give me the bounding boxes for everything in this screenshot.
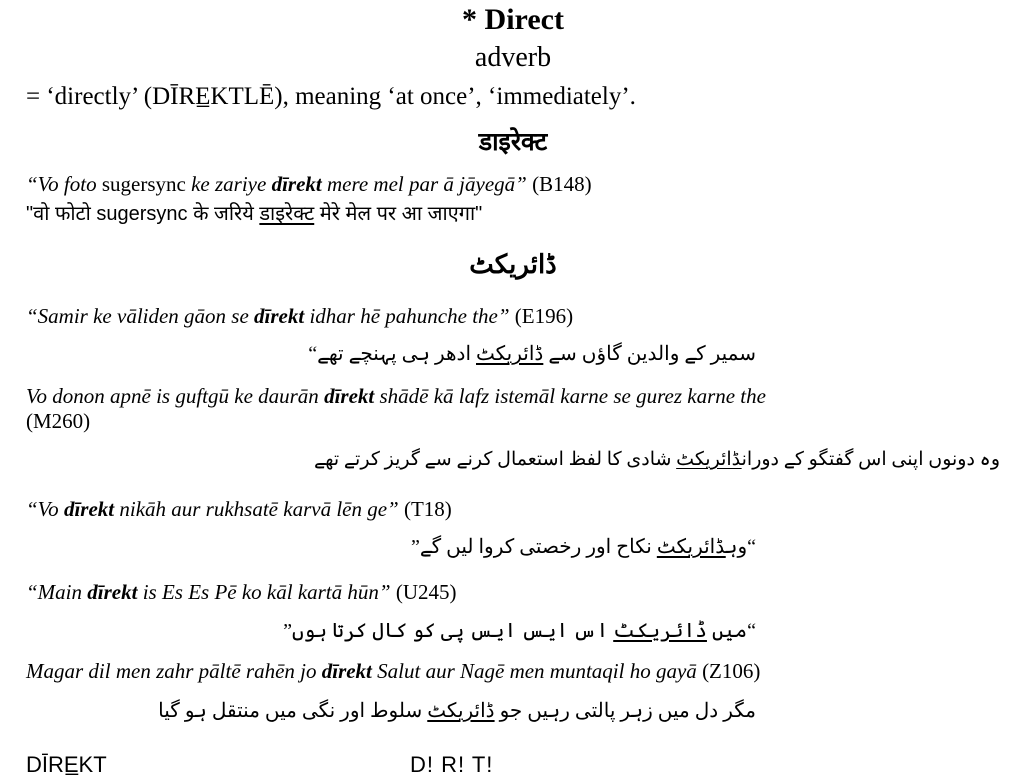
example-4-urdu-post: نکاح اور رخصتی کروا لیں گے” bbox=[411, 536, 657, 558]
example-3-pre: Vo donon apnē is guftgū ke daurān bbox=[26, 384, 325, 408]
example-6-urdu bbox=[26, 698, 756, 723]
example-4-urdu-keyword: ڈائریکٹ bbox=[656, 536, 726, 558]
example-3-urdu-pre: وہ دونوں اپنی اس گفتگو کے دوران bbox=[741, 449, 1000, 470]
example-4-urdu-pre: “وہ bbox=[725, 536, 756, 558]
transliteration-code: DĪRE̲KT bbox=[26, 752, 107, 777]
consonant-pattern: D! R! T! bbox=[410, 752, 494, 777]
example-1-hindi-keyword: डाइरेक्ट bbox=[259, 203, 315, 225]
example-6-urdu-keyword: ڈائریکٹ bbox=[427, 700, 495, 722]
example-4-urdu bbox=[26, 534, 756, 559]
example-5-urdu-keyword: ڈائریکٹ bbox=[613, 620, 707, 642]
example-6-keyword: dīrekt bbox=[321, 659, 372, 683]
example-2-romanized bbox=[26, 304, 1000, 329]
example-6-urdu-pre: مگر دل میں زہر پالتی رہیں جو bbox=[494, 700, 756, 722]
example-5-urdu-post: اس ایس ایس پی کو کال کرتا ہوں” bbox=[283, 620, 614, 642]
example-3-urdu bbox=[26, 448, 1000, 471]
example-1-mid: sugersync bbox=[96, 172, 192, 196]
example-2-urdu-pre: سمیر کے والدین گاؤں سے bbox=[543, 343, 756, 365]
example-6-ref: (Z106) bbox=[696, 659, 761, 683]
example-1-keyword: dīrekt bbox=[271, 172, 322, 196]
definition: = ‘directly’ (DĪRE̲KTLĒ), meaning ‘at once’, ‘immediately’. bbox=[26, 83, 636, 110]
example-6-rest: Salut aur Nagē men muntaqil ho gayā bbox=[371, 659, 697, 683]
example-2-pre: “Samir ke vāliden gāon se bbox=[26, 304, 255, 328]
example-1-post: ke zariye bbox=[191, 172, 272, 196]
example-5-rest: is Es Es Pē ko kāl kartā hūn” bbox=[137, 580, 391, 604]
example-5-pre: “Main bbox=[26, 580, 88, 604]
example-5-keyword: dīrekt bbox=[87, 580, 138, 604]
example-3-rest: shādē kā lafz istemāl karne se gurez karne the bbox=[374, 384, 766, 408]
example-3-urdu-keyword: ڈائریکٹ bbox=[676, 449, 742, 470]
example-1-hindi bbox=[26, 199, 1000, 226]
headword: * Direct bbox=[462, 3, 564, 36]
example-3-romanized bbox=[26, 384, 1000, 409]
example-2-keyword: dīrekt bbox=[254, 304, 305, 328]
example-6-pre: Magar dil men zahr pāltē rahēn jo bbox=[26, 659, 322, 683]
example-6-urdu-post: سلوط اور نگی میں منتقل ہو گیا bbox=[158, 700, 428, 722]
example-2-ref: (E196) bbox=[509, 304, 574, 328]
example-5-urdu-pre: “میں bbox=[706, 620, 756, 642]
example-1-hindi-pre: "वो फोटो sugersync के जरिये bbox=[26, 203, 260, 225]
example-4-rest: nikāh aur rukhsatē karvā lēn ge” bbox=[114, 497, 399, 521]
example-6-romanized bbox=[26, 659, 1000, 684]
example-5-romanized bbox=[26, 580, 1000, 605]
example-4-pre: “Vo bbox=[26, 497, 64, 521]
example-1-pre: “Vo foto bbox=[26, 172, 97, 196]
example-4-keyword: dīrekt bbox=[63, 497, 115, 521]
example-1-ref: (B148) bbox=[526, 172, 592, 196]
example-3-ref: (M260) bbox=[26, 409, 91, 433]
hindi-headword: डाइरेक्ट bbox=[478, 128, 548, 156]
example-5-urdu bbox=[26, 618, 756, 643]
example-1-romanized bbox=[26, 172, 1000, 197]
example-3-urdu-post: شادی کا لفظ استعمال کرنے سے گریز کرتے تھے bbox=[313, 449, 677, 470]
example-1-rest: mere mel par ā jāyegā” bbox=[321, 172, 527, 196]
example-2-rest: idhar hē pahunche the” bbox=[304, 304, 510, 328]
example-1-hindi-post: मेरे मेल पर आ जाएगा" bbox=[314, 203, 483, 225]
example-3-keyword: dīrekt bbox=[324, 384, 375, 408]
urdu-headword: ڈائریکٹ bbox=[469, 250, 557, 279]
example-4-ref: (T18) bbox=[398, 497, 452, 521]
example-2-urdu-keyword: ڈائریکٹ bbox=[476, 343, 544, 365]
part-of-speech: adverb bbox=[474, 42, 552, 73]
example-5-ref: (U245) bbox=[390, 580, 457, 604]
example-2-urdu-post: ادھر ہی پہنچے تھے“ bbox=[308, 343, 476, 365]
example-2-urdu bbox=[26, 341, 756, 366]
example-4-romanized bbox=[26, 497, 1000, 522]
